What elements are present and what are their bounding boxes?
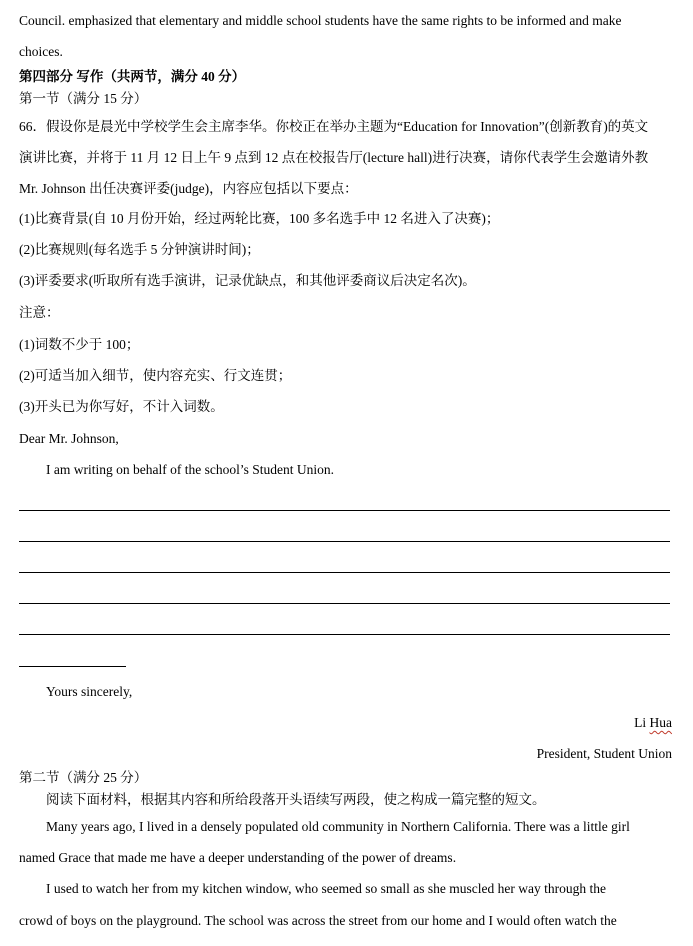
signature-first-name: Li [634, 715, 650, 730]
letter-title: President, Student Union [536, 746, 672, 761]
passage-line: Council. emphasized that elementary and middle school students have the same rights to be informed and make [19, 13, 622, 28]
passage-line: crowd of boys on the playground. The school was across the street from our home and I would often watch the [19, 913, 617, 928]
note-item: (2)可适当加入细节，使内容充实、行文连贯； [19, 368, 292, 383]
section-heading: 第二节（满分 25 分） [19, 770, 148, 785]
notes-heading: 注意： [19, 305, 60, 320]
answer-line[interactable] [19, 572, 670, 573]
passage-line: Many years ago, I lived in a densely populated old community in Northern California. There was a little girl [46, 819, 630, 834]
section-instruction: 阅读下面材料，根据其内容和所给段落开头语续写两段，使之构成一篇完整的短文。 [46, 792, 546, 807]
part-heading: 第四部分 写作（共两节，满分 40 分） [19, 69, 246, 84]
question-text: 演讲比赛，并将于 11 月 12 日上午 9 点到 12 点在校报告厅(lecture hall)进行决赛，请你代表学生会邀请外教 [19, 150, 649, 165]
section-heading: 第一节（满分 15 分） [19, 91, 148, 106]
letter-signature [634, 714, 672, 732]
answer-line[interactable] [19, 510, 670, 511]
key-point: (3)评委要求(听取所有选手演讲，记录优缺点，和其他评委商议后决定名次)。 [19, 273, 476, 288]
question-text: 66．假设你是晨光中学校学生会主席李华。你校正在举办主题为“Education for Innovation”(创新教育)的英文 [19, 119, 649, 134]
note-item: (1)词数不少于 100； [19, 337, 140, 352]
passage-line: I used to watch her from my kitchen window, who seemed so small as she muscled her way through the [46, 881, 606, 896]
letter-salutation: Dear Mr. Johnson, [19, 431, 119, 446]
answer-line[interactable] [19, 634, 670, 635]
answer-line-short[interactable] [19, 666, 126, 667]
passage-line: choices. [19, 44, 63, 59]
letter-opening: I am writing on behalf of the school’s Student Union. [46, 462, 334, 477]
key-point: (2)比赛规则(每名选手 5 分钟演讲时间)； [19, 242, 260, 257]
note-item: (3)开头已为你写好，不计入词数。 [19, 399, 224, 414]
key-point: (1)比赛背景(自 10 月份开始，经过两轮比赛，100 多名选手中 12 名进入了决赛)； [19, 211, 500, 226]
signature-last-name: Hua [649, 715, 672, 730]
letter-closing: Yours sincerely, [46, 684, 133, 699]
answer-line[interactable] [19, 541, 670, 542]
question-text: Mr. Johnson 出任决赛评委(judge)，内容应包括以下要点： [19, 181, 358, 196]
answer-line[interactable] [19, 603, 670, 604]
passage-line: named Grace that made me have a deeper understanding of the power of dreams. [19, 850, 457, 865]
